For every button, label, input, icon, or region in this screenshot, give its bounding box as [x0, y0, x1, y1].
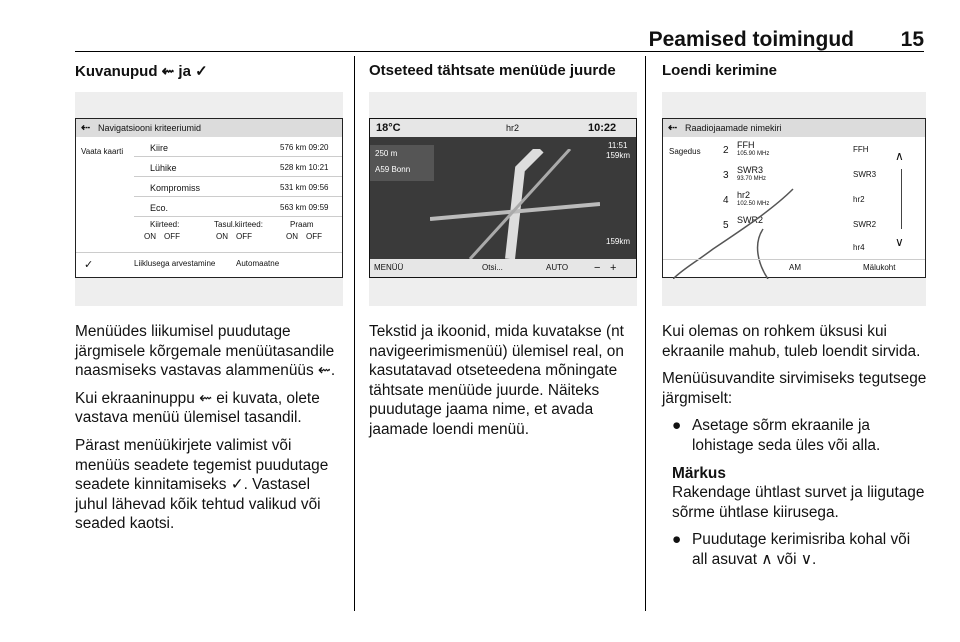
presets-button[interactable]: Mälukoht [863, 263, 896, 272]
bullet-item: ● Asetage sõrm ekraanile ja lohistage seda üles või alla. [672, 417, 881, 454]
paragraph: Kui ekraaninuppu ⇜ ei kuvata, olete vastava menüü ülemisel tasandil. [75, 389, 320, 427]
station-shortcut[interactable]: hr2 [506, 123, 520, 133]
toggle-off[interactable]: OFF [164, 232, 180, 241]
distance-remaining: 159km [606, 151, 631, 160]
menu-button[interactable]: MENÜÜ [374, 263, 404, 272]
map-roads [430, 149, 600, 259]
sort-frequency-button[interactable]: Sagedus [669, 147, 701, 156]
toggle-on[interactable]: ON [216, 232, 228, 241]
eta: 11:51 [608, 141, 628, 150]
zoom-out-icon[interactable]: − [594, 262, 601, 274]
confirm-check-icon[interactable]: ✓ [84, 259, 94, 271]
paragraph: Menüüsuvandite sirvimiseks tegutsege järgmiselt: [662, 370, 927, 407]
note-heading: Märkus [672, 464, 726, 482]
column-2 [369, 62, 637, 448]
page-number: 15 [900, 28, 924, 51]
distance-remaining: 159km [606, 237, 631, 246]
turn-panel: 250 m A59 Bonn [370, 145, 434, 181]
figure-station-list [662, 92, 926, 306]
scrollbar[interactable] [901, 169, 902, 229]
back-arrow-icon[interactable]: ⇠ [81, 122, 91, 134]
finger-drawing [673, 169, 803, 279]
paragraph: Menüüdes liikumisel puudutage järgmisele kõrgemale menüütasandile naasmiseks vastavas alammenüüs ⇜. [75, 323, 336, 380]
clock: 10:22 [588, 122, 617, 134]
section-heading: Otseteed tähtsate menüüde juurde [369, 62, 616, 79]
scroll-down-icon[interactable]: ∨ [895, 235, 904, 249]
screen-nav-map [369, 118, 637, 278]
toggle-on[interactable]: ON [286, 232, 298, 241]
column-3 [662, 62, 928, 578]
toggle-off[interactable]: OFF [236, 232, 252, 241]
toggle-off[interactable]: OFF [306, 232, 322, 241]
column-divider [645, 56, 646, 611]
back-arrow-icon[interactable]: ⇠ [668, 122, 678, 134]
bullet-icon: ● [672, 531, 682, 549]
bullet-item: ● Puudutage kerimisriba kohal või all asuvat ∧ või ∨. [672, 531, 911, 568]
toggle-title: Kiirteed: [150, 220, 180, 229]
page-title: Peamised toimingud [648, 28, 854, 51]
zoom-in-icon[interactable]: + [610, 262, 617, 274]
screen-title: Raadiojaamade nimekiri [685, 123, 782, 133]
bullet-icon: ● [672, 417, 682, 435]
column-divider [354, 56, 355, 611]
toggle-title: Tasul.kiirteed: [214, 220, 263, 229]
section-heading: Loendi kerimine [662, 62, 778, 79]
traffic-label: Liiklusega arvestamine [134, 259, 216, 268]
screen-title: Navigatsiooni kriteeriumid [98, 123, 202, 133]
toggle-on[interactable]: ON [144, 232, 156, 241]
traffic-value[interactable]: Automaatne [236, 259, 280, 268]
page-header [75, 28, 924, 52]
screen-title-bar [76, 119, 342, 137]
figure-nav-criteria [75, 92, 343, 306]
screen-title-bar [663, 119, 925, 137]
screen-station-list: ⇠ Raadiojaamade nimekiri Sagedus 2 FFH 105.90 MHz FFH 3 SWR3 93.70 MHz SWR3 4 hr2 102.50 MHz hr2 5 SWR2 SWR2 hr4 ∧ ∨ AM Mälukoht [662, 118, 926, 278]
temperature: 18°C [376, 122, 401, 134]
auto-zoom-button[interactable]: AUTO [546, 263, 569, 272]
figure-nav-map [369, 92, 637, 306]
map-bottom-bar [370, 259, 636, 277]
scroll-up-icon[interactable]: ∧ [895, 149, 904, 163]
paragraph: Pärast menüükirjete valimist või menüüs seadete tegemist puudutage seadete kinnitamiseks ✓. Vastasel juhul lähevad kõik tehtud valikud või seaded kaotsi. [75, 436, 329, 533]
view-map-button[interactable]: Vaata kaarti [81, 147, 124, 156]
header-rule [75, 51, 924, 52]
map-top-bar [370, 119, 636, 137]
paragraph: Tekstid ja ikoonid, mida kuvatakse (nt navigeerimismenüü) ülemisel real, on kasutatavad otseteedena mõningate tähtsate menüüde juurde. Näiteks puudutage jaama nime, et avada jaamade loendi menüü. [369, 323, 624, 438]
column-1 [75, 62, 343, 542]
note-text: Rakendage ühtlast survet ja liigutage sõrme ühtlase kiirusega. [672, 484, 925, 521]
search-button[interactable]: Otsi... [482, 263, 503, 272]
band-am-button[interactable]: AM [789, 263, 801, 272]
section-heading: Kuvanupud ⇜ ja ✓ [75, 63, 208, 80]
screen-nav-criteria: ⇠ Navigatsiooni kriteeriumid Vaata kaarti Kiire 576 km 09:20 Lühike 528 km 10:21 Kompromiss 531 km 09:56 Eco. 563 km 09:59 Kiirteed: ON OFF Tasul.kiirteed: ON OFF Praam ON OFF ✓ Liiklusega arvestamine Automaatne [75, 118, 343, 278]
paragraph: Kui olemas on rohkem üksusi kui ekraanile mahub, tuleb loendit sirvida. [662, 323, 921, 360]
toggle-title: Praam [290, 220, 314, 229]
